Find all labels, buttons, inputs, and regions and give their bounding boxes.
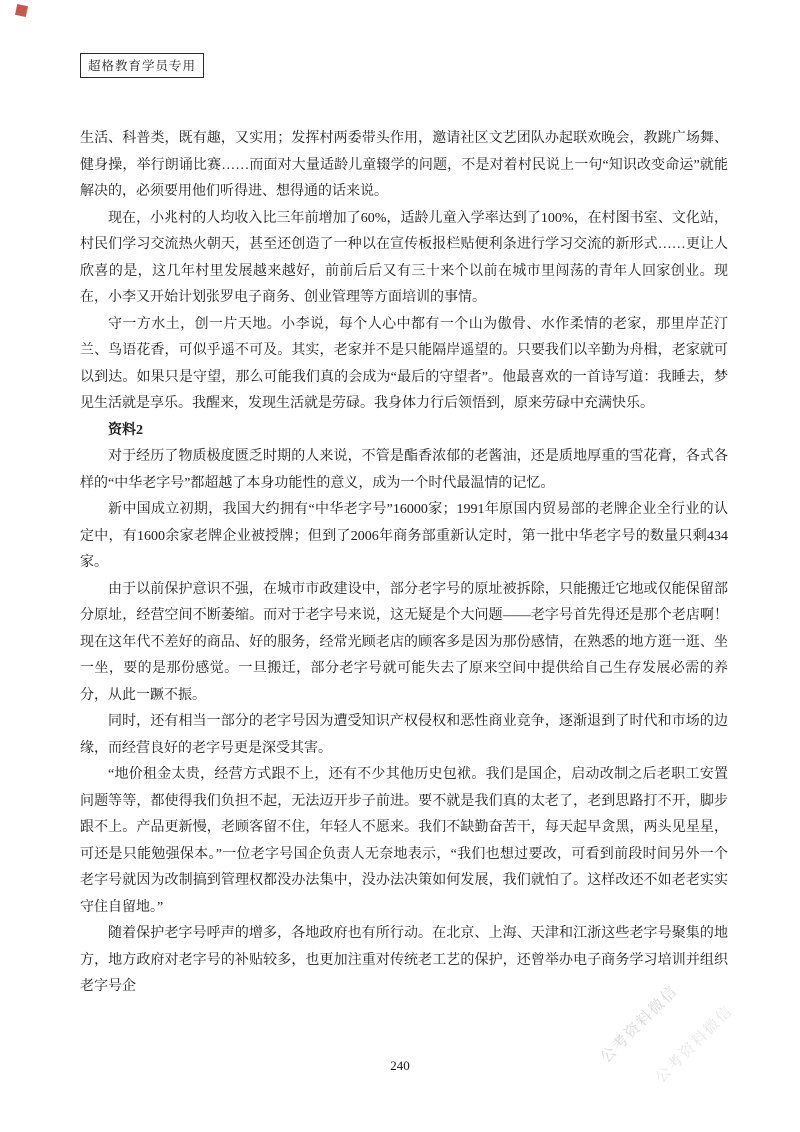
watermark-text: 公考资料微信 xyxy=(652,1002,737,1087)
red-corner-mark xyxy=(15,4,28,17)
paragraph: 随着保护老字号呼声的增多，各地政府也有所行动。在北京、上海、天津和江浙这些老字号聚集的地方，地方政府对老字号的补贴较多，也更加注重对传统老工艺的保护，还曾举办电子商务学习培训并组织老字号企 xyxy=(80,926,728,994)
section-heading: 资料2 xyxy=(108,422,143,438)
paragraph: 对于经历了物质极度匮乏时期的人来说，不管是酯香浓郁的老酱油，还是质地厚重的雪花膏，各式各样的“中华老字号”都超越了本身功能性的意义，成为一个时代最温情的记忆。 xyxy=(80,449,728,491)
document-body xyxy=(80,126,728,1001)
paragraph: 新中国成立初期，我国大约拥有“中华老字号”16000家；1991年原国内贸易部的老牌企业全行业的认定中，有1600余家老牌企业被授牌；但到了2006年商务部重新认定时，第一批中华老字号的数量只剩434家。 xyxy=(80,502,728,570)
page-number-value: 240 xyxy=(390,1058,410,1073)
paragraph: 由于以前保护意识不强，在城市市政建设中，部分老字号的原址被拆除，只能搬迁它地或仅能保留部分原址，经营空间不断萎缩。而对于老字号来说，这无疑是个大问题——老字号首先得还是那个老店啊！现在这年代不差好的商品、好的服务，经常光顾老店的顾客多是因为那份感情，在熟悉的地方逛一逛、坐一坐，要的是那份感觉。一旦搬迁，部分老字号就可能失去了原来空间中提供给自己生存发展必需的养分，从此一蹶不振。 xyxy=(80,581,728,703)
paragraph: 守一方水土，创一片天地。小李说，每个人心中都有一个山为傲骨、水作柔情的老家，那里岸芷汀兰、鸟语花香，可似乎遥不可及。其实，老家并不是只能隔岸遥望的。只要我们以辛勤为舟楫，老家就可以到达。如果只是守望，那么可能我们真的会成为“最后的守望者”。他最喜欢的一首诗写道：我睡去，梦见生活就是享乐。我醒来，发现生活就是劳碌。我身体力行后领悟到，原来劳碌中充满快乐。 xyxy=(80,316,728,411)
paragraph: 现在，小兆村的人均收入比三年前增加了60%，适龄儿童入学率达到了100%，在村图书室、文化站，村民们学习交流热火朝天，甚至还创造了一种以在宣传板报栏贴便利条进行学习交流的新形式……更让人欣喜的是，这几年村里发展越来越好，前前后后又有三十来个以前在城市里闯荡的青年人回家创业。现在，小李又开始计划张罗电子商务、创业管理等方面培训的事情。 xyxy=(80,210,728,305)
paragraph: 同时，还有相当一部分的老字号因为遭受知识产权侵权和恶性商业竞争，逐渐退到了时代和市场的边缘，而经营良好的老字号更是深受其害。 xyxy=(80,714,728,756)
header-stamp xyxy=(80,53,204,78)
paragraph: 生活、科普类，既有趣，又实用；发挥村两委带头作用，邀请社区文艺团队办起联欢晚会，教跳广场舞、健身操，举行朗诵比赛……而面对大量适龄儿童辍学的问题，不是对着村民说上一句“知识改变命运”就能解决的，必须要用他们听得进、想得通的话来说。 xyxy=(80,131,728,199)
paragraph: “地价租金太贵，经营方式跟不上，还有不少其他历史包袱。我们是国企，启动改制之后老职工安置问题等等，都使得我们负担不起，无法迈开步子前进。要不就是我们真的太老了，老到思路打不开，脚步跟不上。产品更新慢，老顾客留不住，年轻人不愿来。我们不缺勤奋苦干，每天起早贪黑，两头见星星，可还是只能勉强保本。”一位老字号国企负责人无奈地表示，“我们也想过要改，可看到前段时间另外一个老字号就因为改制搞到管理权都没办法集中，没办法决策如何发展，我们就怕了。这样改还不如老老实实守住自留地。” xyxy=(80,767,728,915)
watermark-text: 公考资料微信 xyxy=(597,982,682,1067)
header-stamp-label: 超格教育学员专用 xyxy=(88,59,197,73)
page-number xyxy=(0,1058,800,1074)
